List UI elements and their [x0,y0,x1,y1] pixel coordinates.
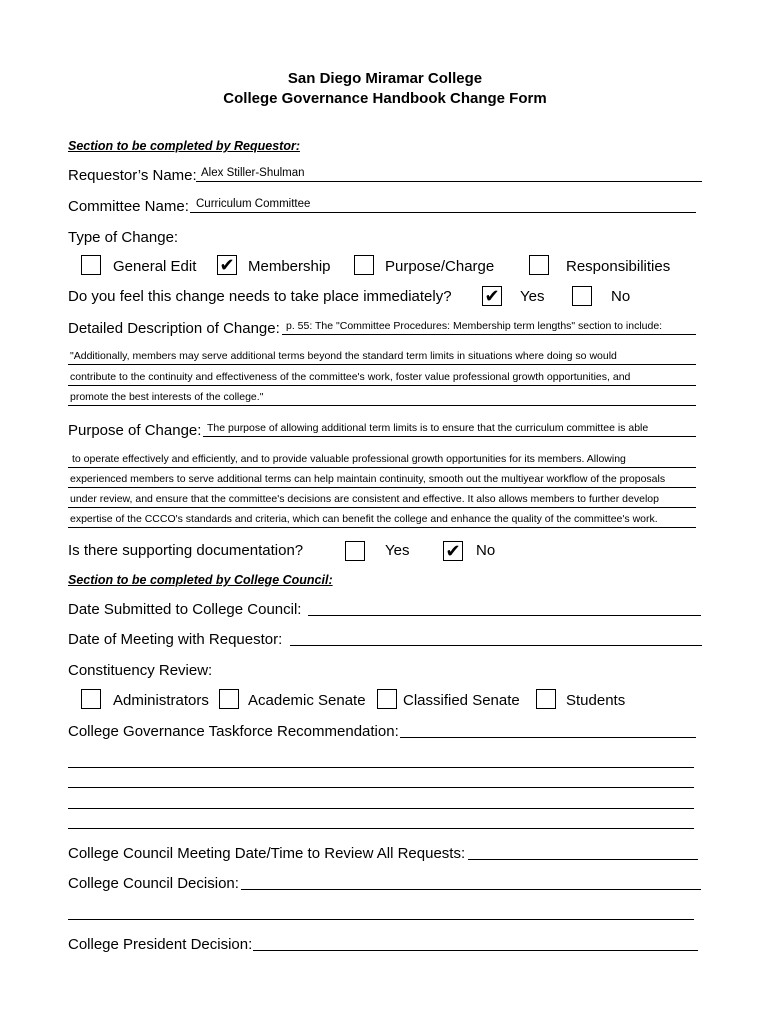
date-submitted-field[interactable] [308,615,701,616]
description-line-4: promote the best interests of the college." [70,391,264,403]
requestor-name-field[interactable] [196,181,702,182]
purpose-line-4: under review, and ensure that the committee's decisions are consistent and effective. It also allows members to further develop [70,493,659,505]
meeting-datetime-label: College Council Meeting Date/Time to Review All Requests: [68,845,466,862]
purpose-line-1: The purpose of allowing additional term limits is to ensure that the curriculum committee is able [207,422,649,434]
immediate-question: Do you feel this change needs to take place immediately? [68,288,452,305]
purpose-field-line-1[interactable] [203,436,696,437]
checkbox-docs-yes[interactable] [345,541,365,561]
committee-name-label: Committee Name: [68,198,189,215]
taskforce-field-line-1[interactable] [400,737,696,738]
committee-name-field[interactable] [190,212,696,213]
checkbox-responsibilities[interactable] [529,255,549,275]
checkbox-classified-senate[interactable] [377,689,397,709]
immediate-yes-label: Yes [520,288,545,305]
purpose-label: Purpose of Change: [68,422,202,439]
form-title-line1: San Diego Miramar College [287,70,483,87]
description-field-line-1[interactable] [282,334,696,335]
type-of-change-label: Type of Change: [68,229,179,246]
president-decision-field[interactable] [253,950,698,951]
purpose-line-5: expertise of the CCCO's standards and criteria, which can benefit the college and enhance the quality of the committee's work. [70,513,658,525]
constituency-label: Constituency Review: [68,662,213,679]
date-meeting-field[interactable] [290,645,702,646]
academic-senate-label: Academic Senate [248,692,366,709]
purpose-field-line-5[interactable] [68,527,696,528]
classified-senate-label: Classified Senate [403,692,520,709]
committee-name-value: Curriculum Committee [196,198,311,210]
date-meeting-label: Date of Meeting with Requestor: [68,631,283,648]
purpose-line-3: experienced members to serve additional terms can help maintain continuity, smooth out the multiyear workflow of the proposals [70,473,666,485]
form-title-line2: College Governance Handbook Change Form [223,90,547,107]
option-purpose-charge-label: Purpose/Charge [385,258,495,275]
requestor-name-label: Requestor’s Name: [68,167,197,184]
requestor-name-value: Alex Stiller-Shulman [201,167,305,179]
purpose-line-2: to operate effectively and efficiently, and to provide valuable professional growth opportunities for its members. Allowing [72,453,626,465]
council-section-heading: Section to be completed by College Council: [68,573,333,587]
description-field-line-4[interactable] [68,405,696,406]
checkbox-students[interactable] [536,689,556,709]
description-line-3: contribute to the continuity and effectiveness of the committee's work, foster value professional growth opportunities, and [70,371,631,383]
taskforce-field-line-4[interactable] [68,808,694,809]
option-membership-label: Membership [248,258,331,275]
purpose-field-line-2[interactable] [68,467,696,468]
purpose-field-line-3[interactable] [68,487,696,488]
students-label: Students [566,692,626,709]
description-label: Detailed Description of Change: [68,320,280,337]
checkbox-academic-senate[interactable] [219,689,239,709]
checkbox-membership[interactable] [217,255,237,275]
docs-yes-label: Yes [385,542,410,559]
date-submitted-label: Date Submitted to College Council: [68,601,302,618]
taskforce-field-line-3[interactable] [68,787,694,788]
purpose-field-line-4[interactable] [68,507,696,508]
council-decision-label: College Council Decision: [68,875,239,892]
taskforce-field-line-5[interactable] [68,828,694,829]
description-line-1: p. 55: The "Committee Procedures: Membership term lengths" section to include: [286,320,663,332]
description-field-line-2[interactable] [68,364,696,365]
council-decision-field-line-1[interactable] [241,889,701,890]
option-responsibilities-label: Responsibilities [566,258,671,275]
checkbox-purpose-charge[interactable] [354,255,374,275]
checkbox-docs-no[interactable] [443,541,463,561]
docs-no-label: No [476,542,496,559]
checkbox-immediate-yes[interactable] [482,286,502,306]
option-general-edit-label: General Edit [113,258,197,275]
administrators-label: Administrators [113,692,209,709]
president-decision-label: College President Decision: [68,936,253,953]
meeting-datetime-field[interactable] [468,859,698,860]
requestor-section-heading: Section to be completed by Requestor: [68,139,300,153]
taskforce-label: College Governance Taskforce Recommendation: [68,723,399,740]
checkbox-administrators[interactable] [81,689,101,709]
checkbox-general-edit[interactable] [81,255,101,275]
taskforce-field-line-2[interactable] [68,767,694,768]
immediate-no-label: No [611,288,631,305]
council-decision-field-line-2[interactable] [68,919,694,920]
checkbox-immediate-no[interactable] [572,286,592,306]
docs-question: Is there supporting documentation? [68,542,304,559]
description-field-line-3[interactable] [68,385,696,386]
description-line-2: "Additionally, members may serve additional terms beyond the standard term limits in situations where doing so would [70,350,617,362]
